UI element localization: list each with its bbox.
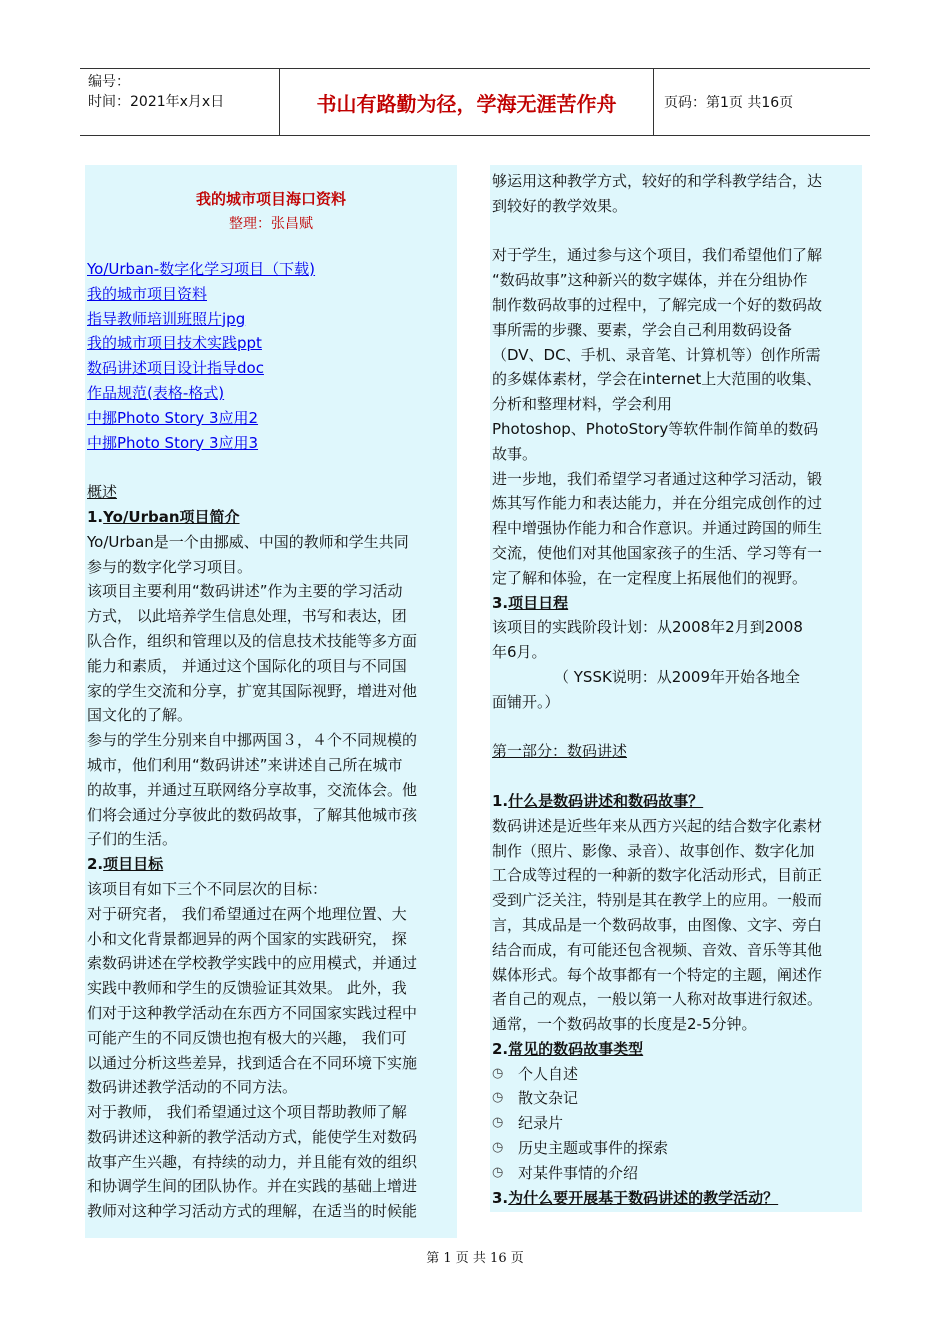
text-line: 媒体形式。每个故事都有一个特定的主题，阐述作 [492, 965, 823, 984]
text-line: 交流，使他们对其他国家孩子的生活、学习等有一 [492, 543, 823, 562]
number-label: 编号： [88, 74, 130, 90]
question-3-title: 为什么要开展基于数码讲述的教学活动？ [508, 1188, 779, 1207]
link-project-materials[interactable]: 我的城市项目资料 [87, 284, 208, 303]
text-line: 城市，他们利用“数码讲述”来讲述自己所在城市 [87, 755, 403, 774]
question-1-number: 1. [492, 791, 509, 810]
schedule-note: 面铺开。） [492, 692, 560, 711]
section-3-number: 3. [492, 593, 509, 612]
link-photostory-3[interactable]: 中挪Photo Story 3应用3 [87, 433, 259, 452]
clock-bullet-icon: ◷ [492, 1115, 504, 1131]
page-header [80, 68, 870, 136]
doc-title: 我的城市项目海口资料 [195, 190, 346, 208]
schedule-line: 年6月。 [492, 643, 547, 662]
text-line: 可能产生的不同反馈也抱有极大的兴趣， 我们可 [87, 1028, 407, 1047]
text-line: 制作数码故事的过程中，了解完成一个好的数码故 [492, 295, 823, 314]
text-line: 够运用这种教学方式，较好的和学科教学结合，达 [492, 172, 823, 190]
text-line: 索数码讲述在学校教学实践中的应用模式，并通过 [87, 954, 418, 973]
clock-bullet-icon: ◷ [492, 1140, 504, 1156]
time-label: 时间：2021年x月x日 [88, 94, 225, 110]
list-item-text: 散文杂记 [518, 1089, 579, 1108]
question-1-heading [492, 789, 860, 814]
text-line: 能力和素质， 并通过这个国际化的项目与不同国 [87, 656, 407, 675]
list-item-text: 纪录片 [518, 1114, 564, 1133]
link-yourban[interactable]: Yo/Urban-数字化学习项目（下载) [87, 260, 316, 278]
right-column [490, 165, 862, 1212]
question-2-heading [492, 1037, 860, 1062]
question-2-number: 2. [492, 1039, 509, 1058]
link-format-spec[interactable]: 作品规范(表格-格式) [87, 383, 225, 402]
clock-bullet-icon: ◷ [492, 1164, 504, 1180]
text-line: 故事产生兴趣，有持续的动力，并且能有效的组织 [87, 1152, 418, 1171]
text-line: 的多媒体素材，学会在internet上大范围的收集、 [492, 370, 822, 389]
question-3-heading [492, 1186, 860, 1211]
text-line: 程中增强协作能力和合作意识。并通过跨国的师生 [492, 519, 823, 538]
list-item-text: 个人自述 [518, 1064, 579, 1083]
page-footer: 第 1 页 共 16 页 [426, 1251, 524, 1266]
list-item [492, 1161, 860, 1186]
text-line: 对于研究者， 我们希望通过在两个地理位置、大 [87, 904, 407, 923]
overview-heading: 概述 [87, 483, 118, 502]
page-label: 页码：第1页 共16页 [664, 95, 794, 111]
text-line: （DV、DC、手机、录音笔、计算机等）创作所需 [492, 345, 821, 364]
schedule-note: （ YSSK说明：从2009年开始各地全 [554, 667, 800, 686]
clock-bullet-icon: ◷ [492, 1065, 504, 1081]
text-line: 和协调学生间的团队协作。并在实践的基础上增进 [87, 1177, 418, 1196]
link-design-guide[interactable]: 数码讲述项目设计指导doc [87, 359, 264, 378]
text-line: Yo/Urban是一个由挪威、中国的教师和学生共同 [87, 532, 409, 551]
text-line: 对于教师， 我们希望通过这个项目帮助教师了解 [87, 1103, 407, 1122]
text-line: 小和文化背景都迥异的两个国家的实践研究， 探 [87, 929, 407, 948]
question-1-title: 什么是数码讲述和数码故事？ [508, 791, 704, 810]
text-line: 们对于这种教学活动在东西方不同国家实践过程中 [87, 1003, 418, 1022]
text-line: 数码讲述教学活动的不同方法。 [87, 1078, 298, 1097]
doc-author: 整理：张昌赋 [229, 216, 313, 232]
text-line: Photoshop、PhotoStory等软件制作简单的数码 [492, 419, 819, 438]
text-line: 定了解和体验，在一定程度上拓展他们的视野。 [492, 568, 808, 587]
text-line: 结合而成，有可能还包含视频、音效、音乐等其他 [492, 940, 823, 959]
text-line: 故事。 [492, 444, 538, 463]
section-2-title: 项目目标 [103, 855, 164, 874]
text-line: 子们的生活。 [87, 830, 178, 849]
text-line: 参与的学生分别来自中挪两国３，４个不同规模的 [87, 731, 418, 750]
list-item-text: 历史主题或事件的探索 [518, 1139, 669, 1158]
question-2-title: 常见的数码故事类型 [508, 1039, 644, 1058]
text-line: 制作（照片、影像、录音）、故事创作、数字化加 [492, 841, 815, 860]
text-line: 到较好的教学效果。 [492, 196, 628, 215]
part-1-heading: 第一部分：数码讲述 [492, 742, 628, 761]
text-line: 们将会通过分享彼此的数码故事，了解其他城市孩 [87, 805, 418, 824]
text-line: 对于学生，通过参与这个项目，我们希望他们了解 [492, 246, 823, 265]
list-item [492, 1062, 860, 1087]
text-line: 数码讲述这种新的教学活动方式，能使学生对数码 [87, 1127, 418, 1146]
list-item [492, 1111, 860, 1136]
text-line: 工合成等过程的一种新的数字化活动形式，目前正 [492, 866, 823, 885]
text-line: 方式， 以此培养学生信息处理，书写和表达，团 [87, 607, 407, 626]
link-tech-ppt[interactable]: 我的城市项目技术实践ppt [87, 334, 262, 353]
text-line: 进一步地，我们希望学习者通过这种学习活动，锻 [492, 469, 823, 488]
left-column [85, 165, 457, 1238]
list-item [492, 1136, 860, 1161]
link-photostory-2[interactable]: 中挪Photo Story 3应用2 [87, 408, 259, 427]
section-1-heading [87, 505, 455, 530]
section-1-title: Yo/Urban项目简介 [103, 507, 240, 526]
link-training-photos[interactable]: 指导教师培训班照片jpg [87, 309, 246, 328]
text-line: 炼其写作能力和表达能力，并在分组完成创作的过 [492, 494, 823, 513]
text-line: 实践中教师和学生的反馈验证其效果。 此外，我 [87, 979, 407, 998]
list-item [492, 1086, 860, 1111]
section-1-number: 1. [87, 507, 104, 526]
text-line: 教师对这种学习活动方式的理解，在适当的时候能 [87, 1202, 418, 1221]
text-line: 分析和整理材料，学会利用 [492, 395, 673, 414]
text-line: 国文化的了解。 [87, 706, 193, 725]
text-line: 的故事，并通过互联网络分享故事，交流体会。他 [87, 780, 418, 799]
text-line: 以通过分析这些差异，找到适合在不同环境下实施 [87, 1053, 418, 1072]
question-3-number: 3. [492, 1188, 509, 1207]
text-line: 家的学生交流和分享，扩宽其国际视野，增进对他 [87, 681, 418, 700]
text-line: 数码讲述是近些年来从西方兴起的结合数字化素材 [492, 816, 823, 835]
list-item-text: 对某件事情的介绍 [518, 1163, 639, 1182]
text-line: 参与的数字化学习项目。 [87, 557, 253, 576]
text-line: 者自己的观点，一般以第一人称对故事进行叙述。 [492, 990, 823, 1009]
section-3-heading [492, 591, 860, 616]
motto: 书山有路勤为径，学海无涯苦作舟 [280, 69, 654, 135]
text-line: 受到广泛关注，特别是其在教学上的应用。一般而 [492, 891, 823, 910]
text-line: 队合作，组织和管理以及的信息技术技能等多方面 [87, 631, 418, 650]
text-line: 通常，一个数码故事的长度是2-5分钟。 [492, 1015, 757, 1034]
text-line: “数码故事”这种新兴的数字媒体，并在分组协作 [492, 271, 808, 290]
section-3-title: 项目日程 [508, 593, 569, 612]
section-2-number: 2. [87, 855, 104, 874]
section-2-heading [87, 852, 455, 877]
text-line: 该项目主要利用“数码讲述”作为主要的学习活动 [87, 582, 403, 601]
schedule-line: 该项目的实践阶段计划：从2008年2月到2008 [492, 618, 803, 637]
clock-bullet-icon: ◷ [492, 1090, 504, 1106]
text-line: 该项目有如下三个不同层次的目标： [87, 879, 328, 898]
text-line: 言，其成品是一个数码故事，由图像、文字、旁白 [492, 915, 823, 934]
text-line: 事所需的步骤、要素，学会自己利用数码设备 [492, 320, 793, 339]
header-meta [80, 69, 280, 135]
